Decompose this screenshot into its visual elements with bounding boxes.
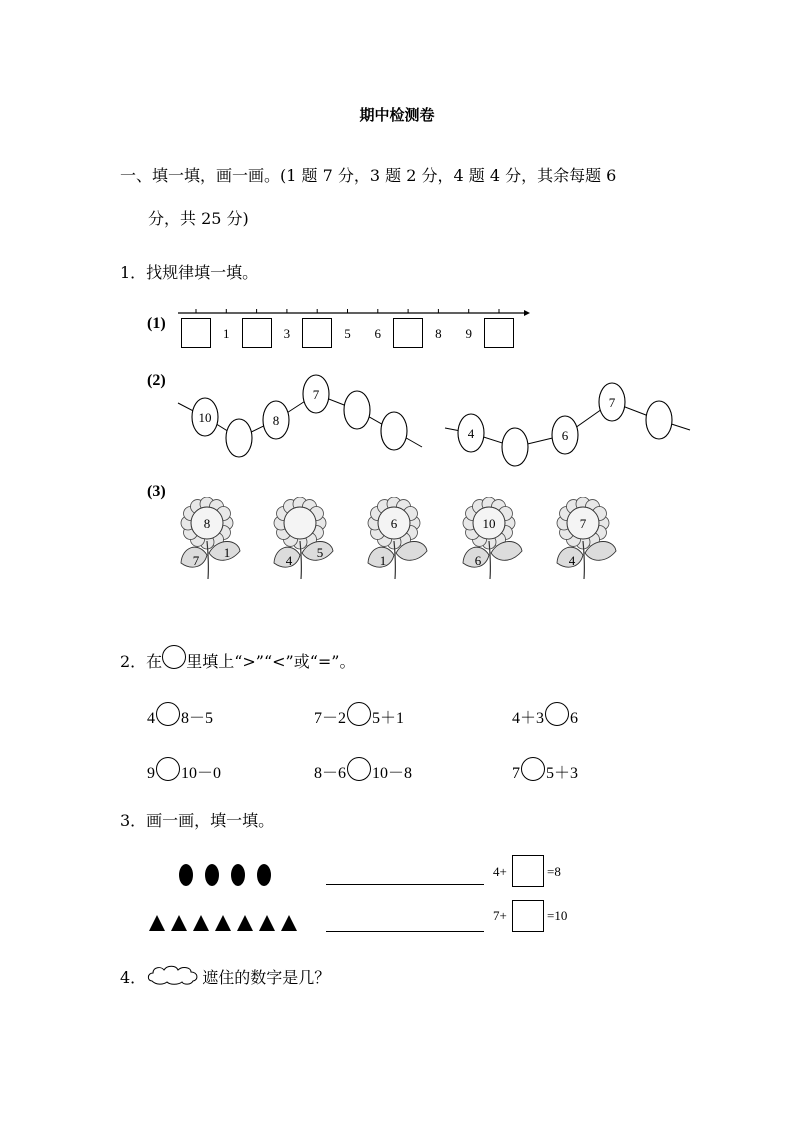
answer-line-2[interactable] <box>326 930 484 932</box>
flower-icon <box>460 497 542 582</box>
dot-shape <box>205 864 219 886</box>
flower-number-left: 1 <box>379 553 387 568</box>
dot-shape <box>179 864 193 886</box>
flower-number-left: 4 <box>285 553 293 568</box>
chain-oval[interactable] <box>502 428 528 466</box>
triangle-shape <box>259 915 275 931</box>
eq2-suffix: =10 <box>547 908 568 923</box>
q4-label-prefix: 4． <box>120 968 147 987</box>
q2-label <box>120 645 356 672</box>
q4-label-suffix: 遮住的数字是几？ <box>202 968 331 987</box>
chain-oval <box>552 416 578 454</box>
number-line-value: 9 <box>465 326 472 341</box>
comparison-left: 7 <box>512 765 520 782</box>
number-chain <box>170 370 700 470</box>
number-line-value: 6 <box>374 326 382 341</box>
triangle-shape <box>193 915 209 931</box>
triangle-shape <box>237 915 253 931</box>
chain-value: 7 <box>312 387 320 402</box>
number-line-answer-box[interactable] <box>242 318 272 348</box>
eq2-answer-box[interactable] <box>512 900 544 932</box>
chain-oval <box>458 414 484 452</box>
chain-value: 4 <box>467 426 475 441</box>
flower-icon <box>554 497 636 582</box>
comparison-right: 6 <box>570 710 579 727</box>
number-line-answer-box[interactable] <box>181 318 211 348</box>
chain-oval <box>192 398 218 436</box>
chain-oval <box>303 375 329 413</box>
cloud-icon <box>146 963 202 987</box>
flower-number-center: 6 <box>390 516 398 531</box>
flower-number-left: 6 <box>474 553 482 568</box>
answer-circle[interactable] <box>156 757 180 781</box>
comparison-item <box>512 757 578 783</box>
comparison-item <box>314 702 404 728</box>
chain-value: 8 <box>272 413 280 428</box>
flower-number-left: 4 <box>568 553 576 568</box>
number-line-value: 5 <box>344 326 351 341</box>
chain-value: 6 <box>561 428 569 443</box>
number-line-answer-box[interactable] <box>484 318 514 348</box>
comparison-item <box>314 757 412 783</box>
comparison-left: 9 <box>147 765 155 782</box>
comparison-right: 8－5 <box>181 710 214 727</box>
eq1-prefix: 4+ <box>493 864 507 879</box>
chain-oval[interactable] <box>646 401 672 439</box>
comparison-left: 4 <box>147 710 155 727</box>
section-heading-line1: 一、填一填，画一画。(1 题 7 分，3 题 2 分，4 题 4 分，其余每题 6 <box>120 166 617 185</box>
answer-circle-icon <box>162 645 186 669</box>
triangle-shape <box>281 915 297 931</box>
flower-number-right: 5 <box>316 545 324 560</box>
answer-circle[interactable] <box>545 702 569 726</box>
answer-circle[interactable] <box>347 757 371 781</box>
eq1-suffix: =8 <box>547 864 561 879</box>
q1-part1-label: (1) <box>147 315 166 332</box>
chain-oval <box>263 401 289 439</box>
chain-oval[interactable] <box>381 412 407 450</box>
answer-circle[interactable] <box>156 702 180 726</box>
number-line-value: 1 <box>223 326 230 341</box>
dot-shape <box>257 864 271 886</box>
shape-rows <box>145 855 315 940</box>
comparison-right: 5＋3 <box>546 765 579 782</box>
q4-label <box>120 963 330 988</box>
eq2-prefix: 7+ <box>493 908 507 923</box>
flower-icon <box>271 497 353 582</box>
section-heading-line2: 分，共 25 分) <box>148 209 249 228</box>
chain-oval <box>599 383 625 421</box>
comparison-right: 10－8 <box>372 765 413 782</box>
triangle-shape <box>149 915 165 931</box>
comparison-item <box>147 702 213 728</box>
flower-number-center: 10 <box>482 516 496 531</box>
comparison-item <box>512 702 578 728</box>
number-line-answer-box[interactable] <box>393 318 423 348</box>
flower-icon <box>178 497 260 582</box>
number-line-value: 8 <box>435 326 442 341</box>
comparison-left: 4＋3 <box>512 710 545 727</box>
q2-label-suffix: 里填上“>”“<”或“=”。 <box>186 652 356 671</box>
flower-number-center: 8 <box>203 516 211 531</box>
flower-number-right: 1 <box>223 545 231 560</box>
answer-circle[interactable] <box>347 702 371 726</box>
chain-oval[interactable] <box>226 419 252 457</box>
triangle-shape <box>215 915 231 931</box>
comparison-left: 8－6 <box>314 765 347 782</box>
dot-shape <box>231 864 245 886</box>
chain-oval[interactable] <box>344 391 370 429</box>
flower-icon <box>365 497 447 582</box>
answer-line-1[interactable] <box>326 883 484 885</box>
answer-circle[interactable] <box>521 757 545 781</box>
page-title: 期中检测卷 <box>359 106 435 124</box>
comparison-item <box>147 757 221 783</box>
q1-part2-label: (2) <box>147 372 166 389</box>
triangle-shape <box>171 915 187 931</box>
q1-part3-label: (3) <box>147 483 166 500</box>
chain-value: 10 <box>198 410 212 425</box>
number-line-answer-box[interactable] <box>302 318 332 348</box>
q2-label-prefix: 2．在 <box>120 652 163 671</box>
chain-value: 7 <box>608 395 616 410</box>
flower-number-center: 7 <box>579 516 587 531</box>
comparison-right: 10－0 <box>181 765 222 782</box>
q1-label: 1．找规律填一填。 <box>120 263 259 282</box>
flower-number-left: 7 <box>192 553 200 568</box>
comparison-right: 5＋1 <box>372 710 405 727</box>
q3-label: 3．画一画，填一填。 <box>120 811 275 830</box>
eq1-answer-box[interactable] <box>512 855 544 887</box>
comparison-left: 7－2 <box>314 710 347 727</box>
number-line-value: 3 <box>283 326 291 341</box>
